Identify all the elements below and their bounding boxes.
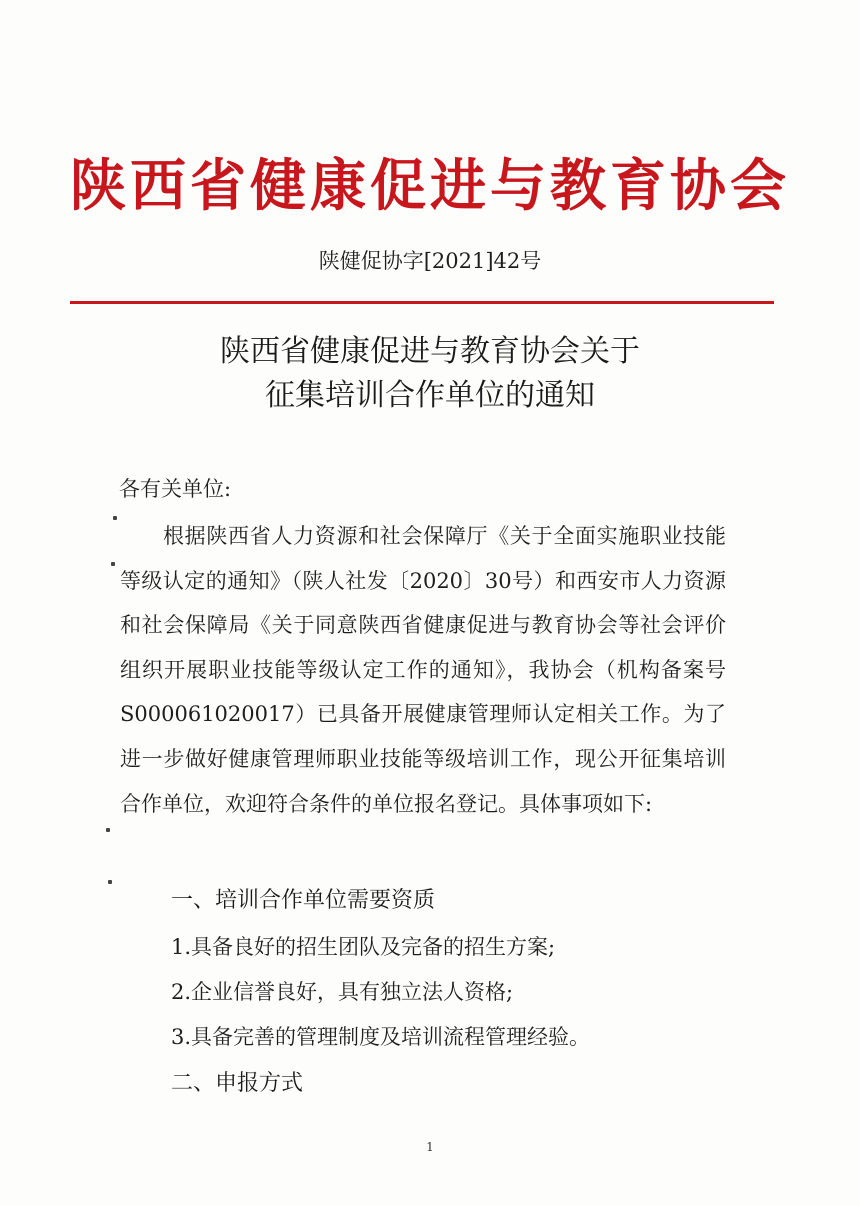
body-paragraph: 根据陕西省人力资源和社会保障厅《关于全面实施职业技能等级认定的通知》（陕人社发〔2020〕30号）和西安市人力资源和社会保障局《关于同意陕西省健康促进与教育协会等社会评价组织开展职业技能等级认定工作的通知》，我协会（机构备案号S000061020017）已具备开展健康管理师认定相关工作。为了进一步做好健康管理师职业技能等级培训工作，现公开征集培训合作单位，欢迎符合条件的单位报名登记。具体事项如下: (120, 524, 726, 816)
document-title (0, 330, 860, 418)
requirement-item: 3.具备完善的管理制度及培训流程管理经验。 (171, 1025, 591, 1049)
title-line-1: 陕西省健康促进与教育协会关于 (220, 334, 640, 369)
requirement-item: 2.企业信誉良好，具有独立法人资格; (171, 980, 514, 1004)
organization-header: 陕西省健康促进与教育协会 (70, 153, 790, 219)
scan-speck (106, 828, 110, 832)
requirement-item: 1.具备良好的招生团队及完备的招生方案; (171, 935, 556, 959)
salutation: 各有关单位: (119, 477, 232, 501)
document-number: 陕健促协字[2021]42号 (318, 249, 542, 273)
scan-speck (111, 562, 115, 566)
section-2-heading: 二、申报方式 (171, 1071, 304, 1096)
red-divider-line (70, 301, 774, 304)
scan-speck (108, 880, 112, 884)
title-line-2: 征集培训合作单位的通知 (265, 378, 595, 413)
section-1-heading: 一、培训合作单位需要资质 (171, 888, 436, 913)
scan-speck (113, 516, 117, 520)
page-number: 1 (426, 1140, 434, 1154)
